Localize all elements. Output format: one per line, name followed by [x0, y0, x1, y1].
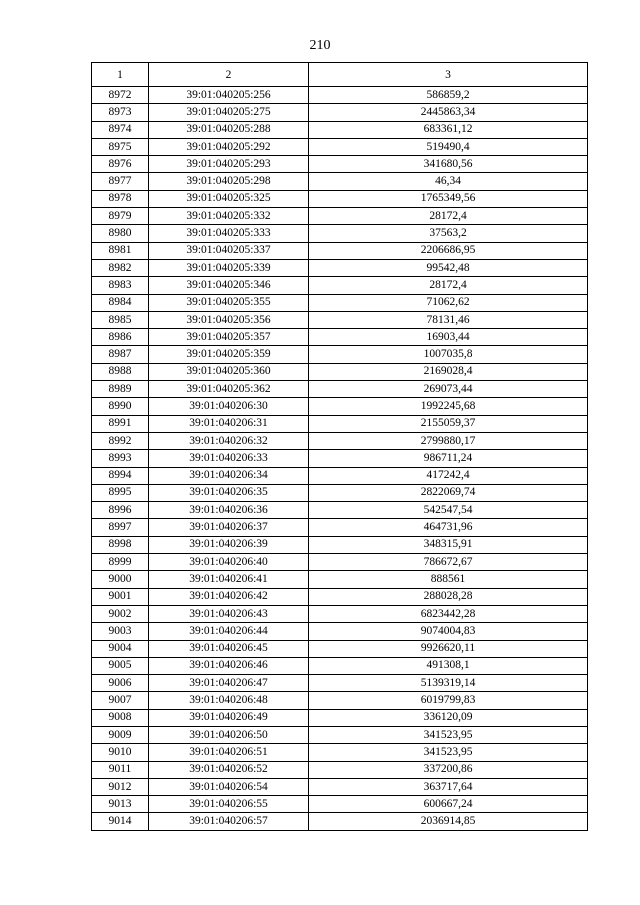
cadastral-number-cell: 39:01:040205:346 — [149, 277, 309, 294]
cadastral-number-cell: 39:01:040206:46 — [149, 657, 309, 674]
row-number-cell: 8980 — [92, 225, 149, 242]
table-row — [92, 813, 588, 830]
cadastral-number-cell: 39:01:040206:32 — [149, 432, 309, 449]
cadastral-number-cell: 39:01:040205:362 — [149, 381, 309, 398]
cadastral-number-cell: 39:01:040206:44 — [149, 623, 309, 640]
column-header-3: 3 — [309, 63, 588, 87]
cadastral-number-cell: 39:01:040205:275 — [149, 104, 309, 121]
value-cell: 46,34 — [309, 173, 588, 190]
table-row — [92, 208, 588, 225]
value-cell: 519490,4 — [309, 138, 588, 155]
cadastral-number-cell: 39:01:040206:47 — [149, 675, 309, 692]
table-row — [92, 761, 588, 778]
cadastral-number-cell: 39:01:040206:36 — [149, 502, 309, 519]
table-row — [92, 554, 588, 571]
table-row — [92, 778, 588, 795]
row-number-cell: 9006 — [92, 675, 149, 692]
row-number-cell: 8997 — [92, 519, 149, 536]
value-cell: 9074004,83 — [309, 623, 588, 640]
value-cell: 28172,4 — [309, 208, 588, 225]
cadastral-number-cell: 39:01:040206:50 — [149, 726, 309, 743]
cadastral-number-cell: 39:01:040206:49 — [149, 709, 309, 726]
cadastral-number-cell: 39:01:040205:337 — [149, 242, 309, 259]
cadastral-number-cell: 39:01:040206:51 — [149, 744, 309, 761]
value-cell: 586859,2 — [309, 87, 588, 104]
table-row — [92, 726, 588, 743]
row-number-cell: 9014 — [92, 813, 149, 830]
table-row — [92, 502, 588, 519]
table-row — [92, 87, 588, 104]
cadastral-number-cell: 39:01:040205:332 — [149, 208, 309, 225]
row-number-cell: 8994 — [92, 467, 149, 484]
table-row — [92, 311, 588, 328]
table-row — [92, 640, 588, 657]
cadastral-number-cell: 39:01:040206:34 — [149, 467, 309, 484]
column-header-1: 1 — [92, 63, 149, 87]
row-number-cell: 9007 — [92, 692, 149, 709]
table-row — [92, 484, 588, 501]
value-cell: 2206686,95 — [309, 242, 588, 259]
value-cell: 363717,64 — [309, 778, 588, 795]
value-cell: 2155059,37 — [309, 415, 588, 432]
table-row — [92, 121, 588, 138]
row-number-cell: 8998 — [92, 536, 149, 553]
value-cell: 341523,95 — [309, 726, 588, 743]
table-row — [92, 675, 588, 692]
cadastral-number-cell: 39:01:040206:42 — [149, 588, 309, 605]
table-row — [92, 467, 588, 484]
value-cell: 683361,12 — [309, 121, 588, 138]
table-row — [92, 138, 588, 155]
value-cell: 2445863,34 — [309, 104, 588, 121]
value-cell: 28172,4 — [309, 277, 588, 294]
value-cell: 348315,91 — [309, 536, 588, 553]
row-number-cell: 8979 — [92, 208, 149, 225]
table-body — [92, 87, 588, 831]
row-number-cell: 8987 — [92, 346, 149, 363]
table-row — [92, 623, 588, 640]
cadastral-number-cell: 39:01:040206:57 — [149, 813, 309, 830]
row-number-cell: 9010 — [92, 744, 149, 761]
row-number-cell: 9004 — [92, 640, 149, 657]
row-number-cell: 8978 — [92, 190, 149, 207]
value-cell: 2799880,17 — [309, 432, 588, 449]
cadastral-number-cell: 39:01:040206:39 — [149, 536, 309, 553]
row-number-cell: 9003 — [92, 623, 149, 640]
cadastral-number-cell: 39:01:040205:256 — [149, 87, 309, 104]
value-cell: 6019799,83 — [309, 692, 588, 709]
table-row — [92, 190, 588, 207]
table-row — [92, 277, 588, 294]
cadastral-number-cell: 39:01:040206:33 — [149, 450, 309, 467]
row-number-cell: 8973 — [92, 104, 149, 121]
table-row — [92, 605, 588, 622]
row-number-cell: 9001 — [92, 588, 149, 605]
table-row — [92, 415, 588, 432]
value-cell: 600667,24 — [309, 796, 588, 813]
value-cell: 341523,95 — [309, 744, 588, 761]
cadastral-number-cell: 39:01:040205:325 — [149, 190, 309, 207]
row-number-cell: 8990 — [92, 398, 149, 415]
table-row — [92, 294, 588, 311]
row-number-cell: 9009 — [92, 726, 149, 743]
value-cell: 288028,28 — [309, 588, 588, 605]
cadastral-number-cell: 39:01:040205:333 — [149, 225, 309, 242]
cadastral-number-cell: 39:01:040205:339 — [149, 259, 309, 276]
value-cell: 71062,62 — [309, 294, 588, 311]
row-number-cell: 8992 — [92, 432, 149, 449]
table-row — [92, 259, 588, 276]
value-cell: 336120,09 — [309, 709, 588, 726]
value-cell: 341680,56 — [309, 156, 588, 173]
cadastral-number-cell: 39:01:040206:37 — [149, 519, 309, 536]
table-row — [92, 242, 588, 259]
row-number-cell: 8986 — [92, 329, 149, 346]
table-row — [92, 329, 588, 346]
table-row — [92, 571, 588, 588]
value-cell: 888561 — [309, 571, 588, 588]
row-number-cell: 8981 — [92, 242, 149, 259]
value-cell: 2822069,74 — [309, 484, 588, 501]
table-row — [92, 432, 588, 449]
value-cell: 9926620,11 — [309, 640, 588, 657]
row-number-cell: 9008 — [92, 709, 149, 726]
row-number-cell: 8988 — [92, 363, 149, 380]
cadastral-number-cell: 39:01:040205:355 — [149, 294, 309, 311]
cadastral-number-cell: 39:01:040206:48 — [149, 692, 309, 709]
cadastral-number-cell: 39:01:040205:288 — [149, 121, 309, 138]
table-row — [92, 346, 588, 363]
cadastral-number-cell: 39:01:040206:31 — [149, 415, 309, 432]
cadastral-number-cell: 39:01:040206:40 — [149, 554, 309, 571]
cadastral-number-cell: 39:01:040205:359 — [149, 346, 309, 363]
row-number-cell: 8989 — [92, 381, 149, 398]
value-cell: 269073,44 — [309, 381, 588, 398]
table-row — [92, 104, 588, 121]
cadastral-number-cell: 39:01:040206:45 — [149, 640, 309, 657]
row-number-cell: 8982 — [92, 259, 149, 276]
cadastral-number-cell: 39:01:040206:54 — [149, 778, 309, 795]
table-row — [92, 744, 588, 761]
value-cell: 491308,1 — [309, 657, 588, 674]
table-row — [92, 519, 588, 536]
row-number-cell: 9005 — [92, 657, 149, 674]
cadastral-number-cell: 39:01:040205:298 — [149, 173, 309, 190]
value-cell: 2036914,85 — [309, 813, 588, 830]
value-cell: 16903,44 — [309, 329, 588, 346]
table-row — [92, 398, 588, 415]
table-row — [92, 450, 588, 467]
row-number-cell: 8995 — [92, 484, 149, 501]
value-cell: 542547,54 — [309, 502, 588, 519]
cadastral-number-cell: 39:01:040205:293 — [149, 156, 309, 173]
value-cell: 99542,48 — [309, 259, 588, 276]
table-row — [92, 692, 588, 709]
row-number-cell: 8999 — [92, 554, 149, 571]
row-number-cell: 9013 — [92, 796, 149, 813]
cadastral-number-cell: 39:01:040205:356 — [149, 311, 309, 328]
cadastral-number-cell: 39:01:040205:292 — [149, 138, 309, 155]
value-cell: 2169028,4 — [309, 363, 588, 380]
row-number-cell: 8993 — [92, 450, 149, 467]
table-row — [92, 173, 588, 190]
page-number: 210 — [309, 38, 331, 53]
row-number-cell: 8976 — [92, 156, 149, 173]
row-number-cell: 8974 — [92, 121, 149, 138]
row-number-cell: 8991 — [92, 415, 149, 432]
table-row — [92, 156, 588, 173]
row-number-cell: 8984 — [92, 294, 149, 311]
table-row — [92, 796, 588, 813]
table-row — [92, 381, 588, 398]
row-number-cell: 8996 — [92, 502, 149, 519]
header-row — [92, 63, 588, 87]
cadastral-number-cell: 39:01:040205:357 — [149, 329, 309, 346]
value-cell: 1007035,8 — [309, 346, 588, 363]
value-cell: 6823442,28 — [309, 605, 588, 622]
table-row — [92, 588, 588, 605]
row-number-cell: 9002 — [92, 605, 149, 622]
table-row — [92, 709, 588, 726]
row-number-cell: 9011 — [92, 761, 149, 778]
value-cell: 1765349,56 — [309, 190, 588, 207]
value-cell: 786672,67 — [309, 554, 588, 571]
cadastral-number-cell: 39:01:040206:52 — [149, 761, 309, 778]
value-cell: 337200,86 — [309, 761, 588, 778]
value-cell: 1992245,68 — [309, 398, 588, 415]
row-number-cell: 9012 — [92, 778, 149, 795]
row-number-cell: 8977 — [92, 173, 149, 190]
value-cell: 37563,2 — [309, 225, 588, 242]
cadastral-number-cell: 39:01:040206:30 — [149, 398, 309, 415]
table-row — [92, 225, 588, 242]
value-cell: 464731,96 — [309, 519, 588, 536]
cadastral-number-cell: 39:01:040205:360 — [149, 363, 309, 380]
row-number-cell: 8975 — [92, 138, 149, 155]
table-row — [92, 536, 588, 553]
value-cell: 417242,4 — [309, 467, 588, 484]
cadastral-table — [91, 62, 588, 831]
cadastral-number-cell: 39:01:040206:55 — [149, 796, 309, 813]
value-cell: 78131,46 — [309, 311, 588, 328]
value-cell: 5139319,14 — [309, 675, 588, 692]
row-number-cell: 9000 — [92, 571, 149, 588]
table-row — [92, 657, 588, 674]
table-row — [92, 363, 588, 380]
value-cell: 986711,24 — [309, 450, 588, 467]
cadastral-number-cell: 39:01:040206:41 — [149, 571, 309, 588]
cadastral-number-cell: 39:01:040206:35 — [149, 484, 309, 501]
cadastral-number-cell: 39:01:040206:43 — [149, 605, 309, 622]
row-number-cell: 8985 — [92, 311, 149, 328]
column-header-2: 2 — [149, 63, 309, 87]
row-number-cell: 8983 — [92, 277, 149, 294]
row-number-cell: 8972 — [92, 87, 149, 104]
